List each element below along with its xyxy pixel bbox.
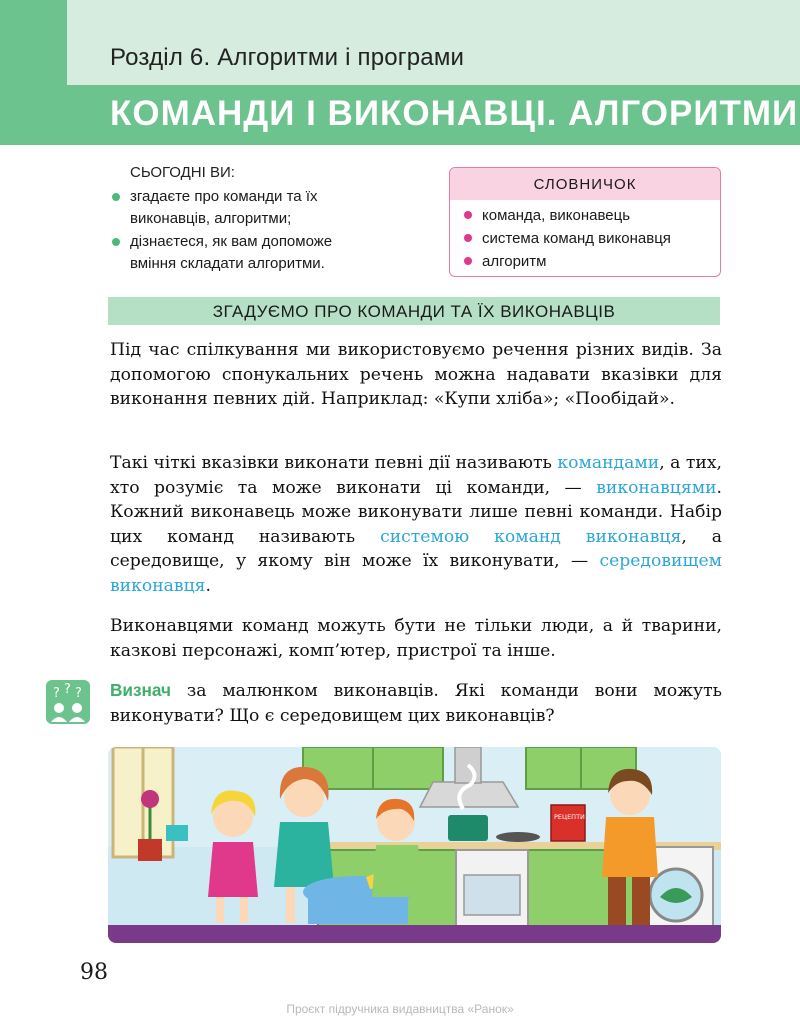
section-label: Розділ 6. Алгоритми і програми <box>110 44 465 71</box>
svg-text:?: ? <box>75 686 82 701</box>
bullet-icon <box>112 238 120 246</box>
term-commands: командами <box>557 453 660 473</box>
recipe-book-label: РЕЦЕПТИ <box>554 813 585 821</box>
glossary-box <box>449 167 721 277</box>
term-command-system: системою команд виконавця <box>380 526 682 547</box>
page-title: КОМАНДИ І ВИКОНАВЦІ. АЛГОРИТМИ <box>110 94 799 133</box>
glossary-heading: СЛОВНИЧОК <box>450 168 720 200</box>
list-item: команда, виконавець <box>450 204 720 227</box>
paragraph-2: Такі чіткі вказівки виконати певні дії називають командами, а тих, хто розуміє та може виконати ці команди, — виконавцями. Кожний виконавець може виконувати лише певні команди. Набір цих команд називають системою команд виконавця, а середовище, у якому він може їх виконувати, — середовищем виконавця. <box>110 453 722 596</box>
bullet-icon <box>464 234 472 242</box>
header-band <box>0 0 800 85</box>
list-item: система команд виконавця <box>450 227 720 250</box>
bullet-icon <box>464 211 472 219</box>
task-text: Визнач за малюнком виконавців. Які команди вони можуть виконувати? Що є середовищем цих виконавців? <box>110 680 722 726</box>
term-environment: середовищем виконавця <box>110 551 722 596</box>
goals-list <box>110 186 380 276</box>
svg-text:?: ? <box>64 682 71 697</box>
subheading: ЗГАДУЄМО ПРО КОМАНДИ ТА ЇХ ВИКОНАВЦІВ <box>212 302 616 321</box>
today-heading: СЬОГОДНІ ВИ: <box>130 164 235 181</box>
term-executors: виконавцями <box>596 477 717 498</box>
list-item: алгоритм <box>450 250 720 273</box>
page-number: 98 <box>80 960 108 985</box>
task-lead-word: Визнач <box>110 680 172 700</box>
footer-note: Проєкт підручника видавництва «Ранок» <box>286 1002 514 1016</box>
think-task-icon <box>46 680 90 724</box>
kitchen-illustration <box>108 747 721 943</box>
paragraph-3: Виконавцями команд можуть бути не тільки люди, а й тварини, казкові персонажі, комп’ютер, пристрої та інше. <box>110 616 722 661</box>
bullet-icon <box>464 257 472 265</box>
glossary-list <box>450 204 720 273</box>
list-item: згадаєте про команди та їх виконавців, алгоритми; <box>110 186 380 230</box>
header-color-strip <box>0 0 67 85</box>
svg-text:?: ? <box>53 686 60 701</box>
paragraph-1: Під час спілкування ми використовуємо речення різних видів. За допомогою спонукальних речень можна надавати вказівки для виконання певних дій. Наприклад: «Купи хліба»; «Пообідай». <box>110 340 722 409</box>
list-item: дізнаєтеся, як вам допоможе вміння складати алгоритми. <box>110 231 380 275</box>
bullet-icon <box>112 193 120 201</box>
